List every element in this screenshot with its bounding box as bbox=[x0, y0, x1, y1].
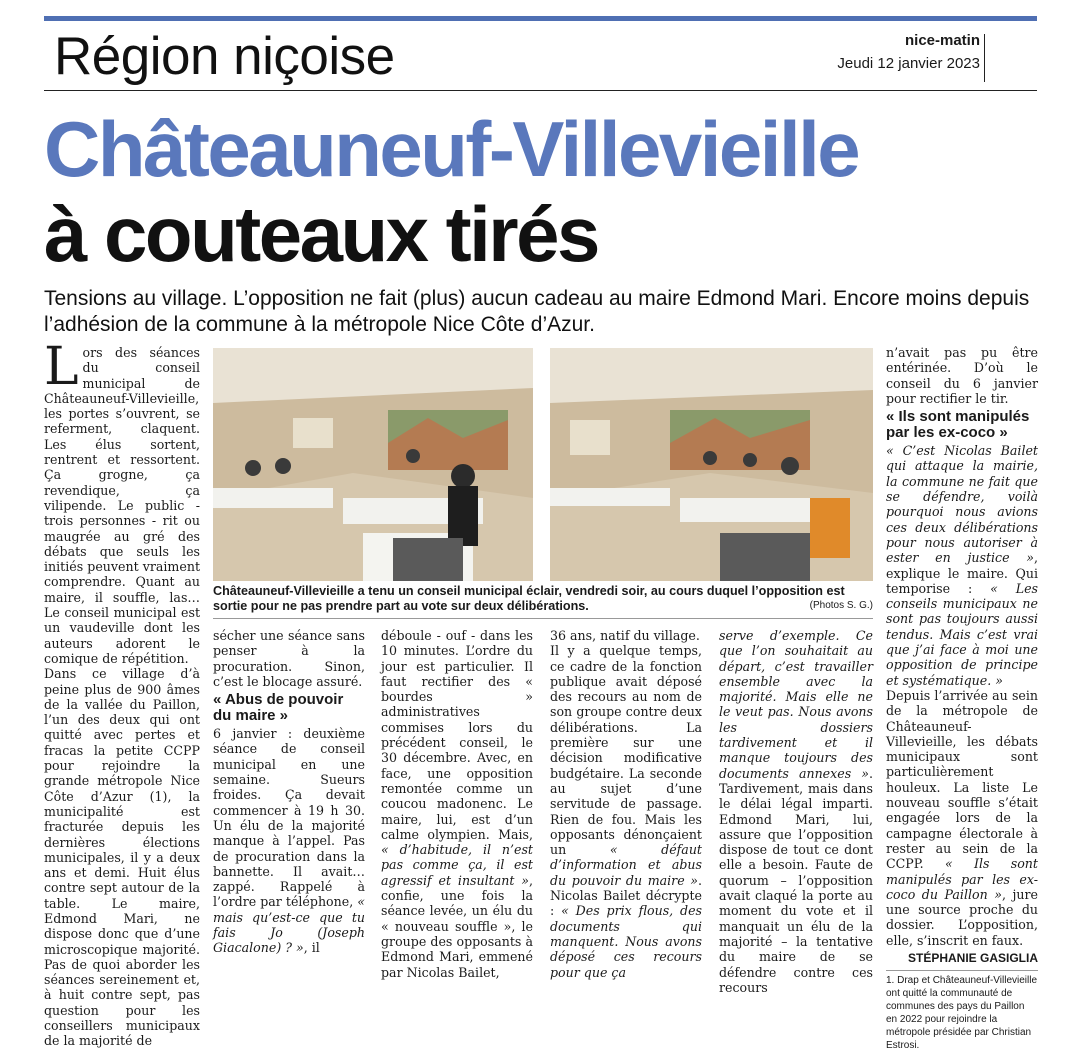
footnote: 1. Drap et Châteauneuf-Villevieille ont quitté la communauté de communes des pays du Paillon en 2022 pour rejoindre la métropole présidée par Christian Estrosi. bbox=[886, 970, 1038, 1052]
council-photo-2 bbox=[550, 348, 873, 581]
headline-line-1: Châteauneuf-Villevieille bbox=[44, 105, 859, 193]
subheading: « Abus de pouvoir du maire » bbox=[213, 691, 344, 725]
article-deck: Tensions au village. L’opposition ne fait (plus) aucun cadeau au maire Edmond Mari. Encore moins depuis l’adhésion de la commune à la métropole Nice Côte d’Azur. bbox=[44, 287, 1030, 336]
photo-credit: (Photos S. G.) bbox=[809, 600, 873, 611]
article-column-2 bbox=[213, 628, 365, 956]
drop-cap: L bbox=[44, 337, 79, 397]
council-photo-1 bbox=[213, 348, 533, 581]
paragraph: n’avait pas pu être entérinée. D’où le conseil du 6 janvier pour rectifier le tir. bbox=[886, 345, 1038, 406]
byline: STÉPHANIE GASIGLIA bbox=[907, 950, 1038, 965]
article-column-5 bbox=[719, 628, 873, 995]
paragraph: sécher une séance sans penser à la procuration. Sinon, c’est le blocage assuré. bbox=[213, 628, 365, 689]
issue-date: Jeudi 12 janvier 2023 bbox=[837, 55, 980, 72]
paragraph: serve d’exemple. Ce que l’on souhaitait au départ, c’est travailler ensemble avec la majorité. Mais elle ne le veut pas. Nous avons les dossiers tardivement et il manque toujours des documents annexes ». Tardivement, mais dans le délai légal imparti. Edmond Mari, lui, assure que l’opposition dispose de tout ce dont elle a besoin. Faute de quorum – l’opposition avait claqué la porte au moment du vote et il manquait un élu de la majorité – la tentative du maire de se défendre contre ces recours bbox=[719, 628, 873, 995]
paragraph: ors des séances du conseil municipal de Châteauneuf-Villevieille, les portes s’ouvrent, se referment, claquent. Les élus sortent, rentrent et ressortent. Ça grogne, ça revendique, ça vilipende. Le public - trois personnes - rit ou maugrée au gré des débats que seuls les initiés peuvent vraiment comprendre. Quant au maire, il souffle, las… Le conseil municipal est un vaudeville dont les auteurs adorent le comique de répétition. bbox=[44, 345, 200, 666]
article-column-6 bbox=[886, 345, 1038, 1052]
article-column-4 bbox=[550, 628, 703, 980]
article-column-3 bbox=[381, 628, 533, 980]
header-rule bbox=[44, 90, 1037, 91]
subheading: « Ils sont manipulés par les ex-coco » bbox=[886, 408, 1030, 442]
header-divider bbox=[984, 34, 985, 82]
headline-line-2: à couteaux tirés bbox=[44, 190, 598, 278]
photo-caption: Châteauneuf-Villevieille a tenu un conseil municipal éclair, vendredi soir, au cours duquel l’opposition est sortie pour ne pas prendre part au vote sur deux délibérations. bbox=[213, 584, 845, 613]
paragraph: Depuis l’arrivée au sein de la métropole de Châteauneuf-Villevieille, les débats municipaux sont particulièrement houleux. La liste Le nouveau souffle s’était engagée lors de la campagne électorale à rester au sein de la CCPP. « Ils sont manipulés par les ex-coco du Paillon », jure une source proche du dossier. L’opposition, elle, s’inscrit en faux. bbox=[886, 687, 1038, 948]
article-column-1 bbox=[44, 337, 200, 1049]
paragraph: déboule - ouf - dans les 10 minutes. L’ordre du jour est particulier. Il faut rectifier des « bourdes » administratives commises lors du précédent conseil, le 30 décembre. Avec, en face, une opposition remontée comme un coucou madonenc. Le maire, lui, est d’un calme olympien. Mais, « d’habitude, il n’est pas comme ça, il est agressif et insultant », confie, une fois la séance levée, un élu du « nouveau souffle », le groupe des opposants à Edmond Mari, emmené par Nicolas Bailet, bbox=[381, 628, 533, 980]
paragraph: Dans ce village d’à peine plus de 900 âmes de la vallée du Paillon, l’un des deux qui ont quitté avec pertes et fracas la petite CCPP pour rejoindre la grande métropole Nice Côte d’Azur (1), la municipalité est fracturée depuis les dernières élections municipales, il y a deux ans et demi. Huit élus contre sept autour de la table. Le maire, Edmond Mari, ne dispose donc que d’une microscopique majorité. Pas de quoi aborder les séances sereinement et, à huit contre sept, pas question pour les conseillers municipaux de la majorité de bbox=[44, 666, 200, 1049]
section-title: Région niçoise bbox=[54, 27, 395, 86]
paragraph: « C’est Nicolas Bailet qui attaque la mairie, la commune ne fait que se défendre, voilà pourquoi nous avions ces deux délibérations pour nous autoriser à ester en justice », explique le maire. Qui temporise : « Les conseils municipaux ne sont pas toujours aussi tendus. Mais c’est vrai que j’ai face à moi une opposition de principe et systématique. » bbox=[886, 443, 1038, 688]
caption-rule bbox=[213, 618, 873, 619]
masthead bbox=[837, 32, 980, 72]
paragraph: 6 janvier : deuxième séance de conseil municipal en une semaine. Sueurs froides. Ça devait commencer à 19 h 30. Un élu de la majorité manque à l’appel. Pas de procuration dans la bannette. Il avait… zappé. Rappelé à l’ordre par téléphone, « mais qu’est-ce que tu fais Jo (Joseph Giacalone) ? », il bbox=[213, 726, 365, 956]
paper-name: nice-matin bbox=[904, 32, 980, 49]
paragraph: 36 ans, natif du village. bbox=[550, 628, 700, 643]
top-rule bbox=[44, 16, 1037, 21]
paragraph: Il y a quelque temps, ce cadre de la fonction publique avait déposé des recours au nom de son groupe contre deux délibérations. La première sur une décision modificative budgétaire. La seconde au sujet d’une servitude de passage. Rien de fou. Mais les opposants dénonçaient un « défaut d’information et abus du pouvoir du maire ». Nicolas Bailet décrypte : « Des prix flous, des documents qui manquent. Nous avons déposé ces recours pour que ça bbox=[550, 643, 703, 980]
